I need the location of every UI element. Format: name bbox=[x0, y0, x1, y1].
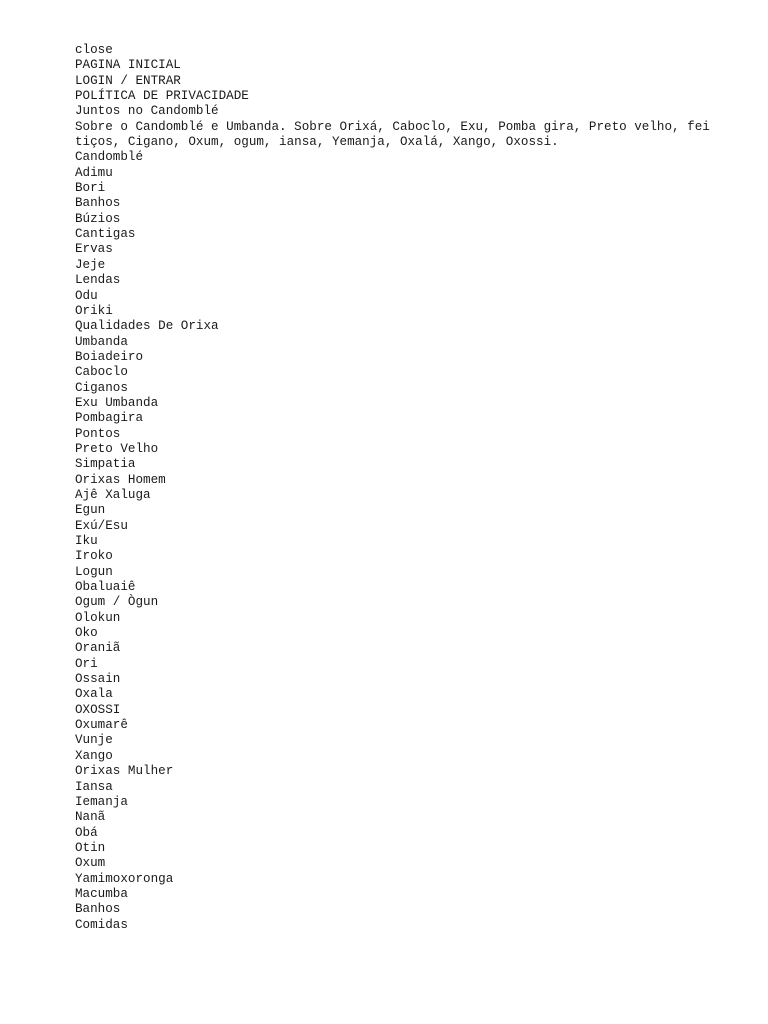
menu-item[interactable]: Preto Velho bbox=[75, 441, 159, 456]
menu-item[interactable]: Candomblé bbox=[75, 150, 144, 165]
menu-item[interactable]: Orixas Mulher bbox=[75, 764, 174, 779]
menu-item[interactable]: Ajê Xaluga bbox=[75, 487, 151, 502]
menu-item[interactable]: Logun bbox=[75, 564, 113, 579]
menu-item[interactable]: Olokun bbox=[75, 610, 121, 625]
category-menu bbox=[75, 150, 715, 933]
menu-item[interactable]: Adimu bbox=[75, 165, 113, 180]
menu-item[interactable]: Lendas bbox=[75, 273, 121, 288]
menu-item[interactable]: Simpatia bbox=[75, 457, 136, 472]
menu-item[interactable]: Bori bbox=[75, 181, 106, 196]
menu-item[interactable]: Exú/Esu bbox=[75, 518, 128, 533]
menu-item[interactable]: OXOSSI bbox=[75, 702, 121, 717]
menu-item[interactable]: Iroko bbox=[75, 549, 113, 564]
menu-item[interactable]: Orixas Homem bbox=[75, 472, 166, 487]
menu-item[interactable]: Oxumarê bbox=[75, 718, 128, 733]
menu-item[interactable]: Banhos bbox=[75, 196, 121, 211]
menu-item[interactable]: Ossain bbox=[75, 672, 121, 687]
menu-item[interactable]: Ogum / Ògun bbox=[75, 595, 159, 610]
menu-item[interactable]: Oxum bbox=[75, 856, 106, 871]
menu-item[interactable]: Jeje bbox=[75, 257, 106, 272]
menu-item[interactable]: Comidas bbox=[75, 917, 128, 932]
site-description-line-2: tiços, Cigano, Oxum, ogum, iansa, Yemanja, Oxalá, Xango, Oxossi. bbox=[75, 135, 559, 150]
menu-item[interactable]: Egun bbox=[75, 503, 106, 518]
site-title[interactable]: Juntos no Candomblé bbox=[75, 104, 219, 119]
menu-item[interactable]: Obá bbox=[75, 825, 98, 840]
close-button[interactable]: close bbox=[75, 43, 113, 57]
menu-item[interactable]: Nanã bbox=[75, 810, 106, 825]
menu-item[interactable]: Exu Umbanda bbox=[75, 395, 159, 410]
menu-item[interactable]: Xango bbox=[75, 748, 113, 763]
nav-link-home[interactable]: PAGINA INICIAL bbox=[75, 58, 181, 73]
menu-item[interactable]: Iemanja bbox=[75, 794, 128, 809]
menu-item[interactable]: Qualidades De Orixa bbox=[75, 319, 219, 334]
menu-item[interactable]: Yamimoxoronga bbox=[75, 871, 174, 886]
menu-item[interactable]: Oriki bbox=[75, 303, 113, 318]
menu-item[interactable]: Ervas bbox=[75, 242, 113, 257]
menu-item[interactable]: Iku bbox=[75, 534, 98, 548]
menu-item[interactable]: Banhos bbox=[75, 902, 121, 917]
menu-item[interactable]: Iansa bbox=[75, 779, 113, 794]
menu-item[interactable]: Oraniã bbox=[75, 641, 121, 656]
menu-item[interactable]: Obaluaiê bbox=[75, 580, 136, 595]
menu-item[interactable]: Búzios bbox=[75, 211, 121, 226]
menu-item[interactable]: Macumba bbox=[75, 886, 128, 901]
page-content bbox=[75, 43, 715, 933]
menu-item[interactable]: Umbanda bbox=[75, 334, 128, 349]
menu-item[interactable]: Oko bbox=[75, 626, 98, 641]
menu-item[interactable]: Oxala bbox=[75, 687, 113, 702]
nav-link-privacy[interactable]: POLÍTICA DE PRIVACIDADE bbox=[75, 89, 249, 104]
menu-item[interactable]: Otin bbox=[75, 840, 106, 855]
menu-item[interactable]: Cantigas bbox=[75, 227, 136, 242]
menu-item[interactable]: Pontos bbox=[75, 426, 121, 441]
site-description-line-1: Sobre o Candomblé e Umbanda. Sobre Orixá, Caboclo, Exu, Pomba gira, Preto velho, fei bbox=[75, 119, 710, 134]
menu-item[interactable]: Boiadeiro bbox=[75, 349, 144, 364]
menu-item[interactable]: Vunje bbox=[75, 733, 113, 748]
menu-item[interactable]: Caboclo bbox=[75, 365, 128, 380]
menu-item[interactable]: Ori bbox=[75, 656, 98, 671]
menu-item[interactable]: Ciganos bbox=[75, 380, 128, 395]
nav-link-login[interactable]: LOGIN / ENTRAR bbox=[75, 73, 181, 88]
menu-item[interactable]: Odu bbox=[75, 288, 98, 303]
menu-item[interactable]: Pombagira bbox=[75, 411, 144, 426]
